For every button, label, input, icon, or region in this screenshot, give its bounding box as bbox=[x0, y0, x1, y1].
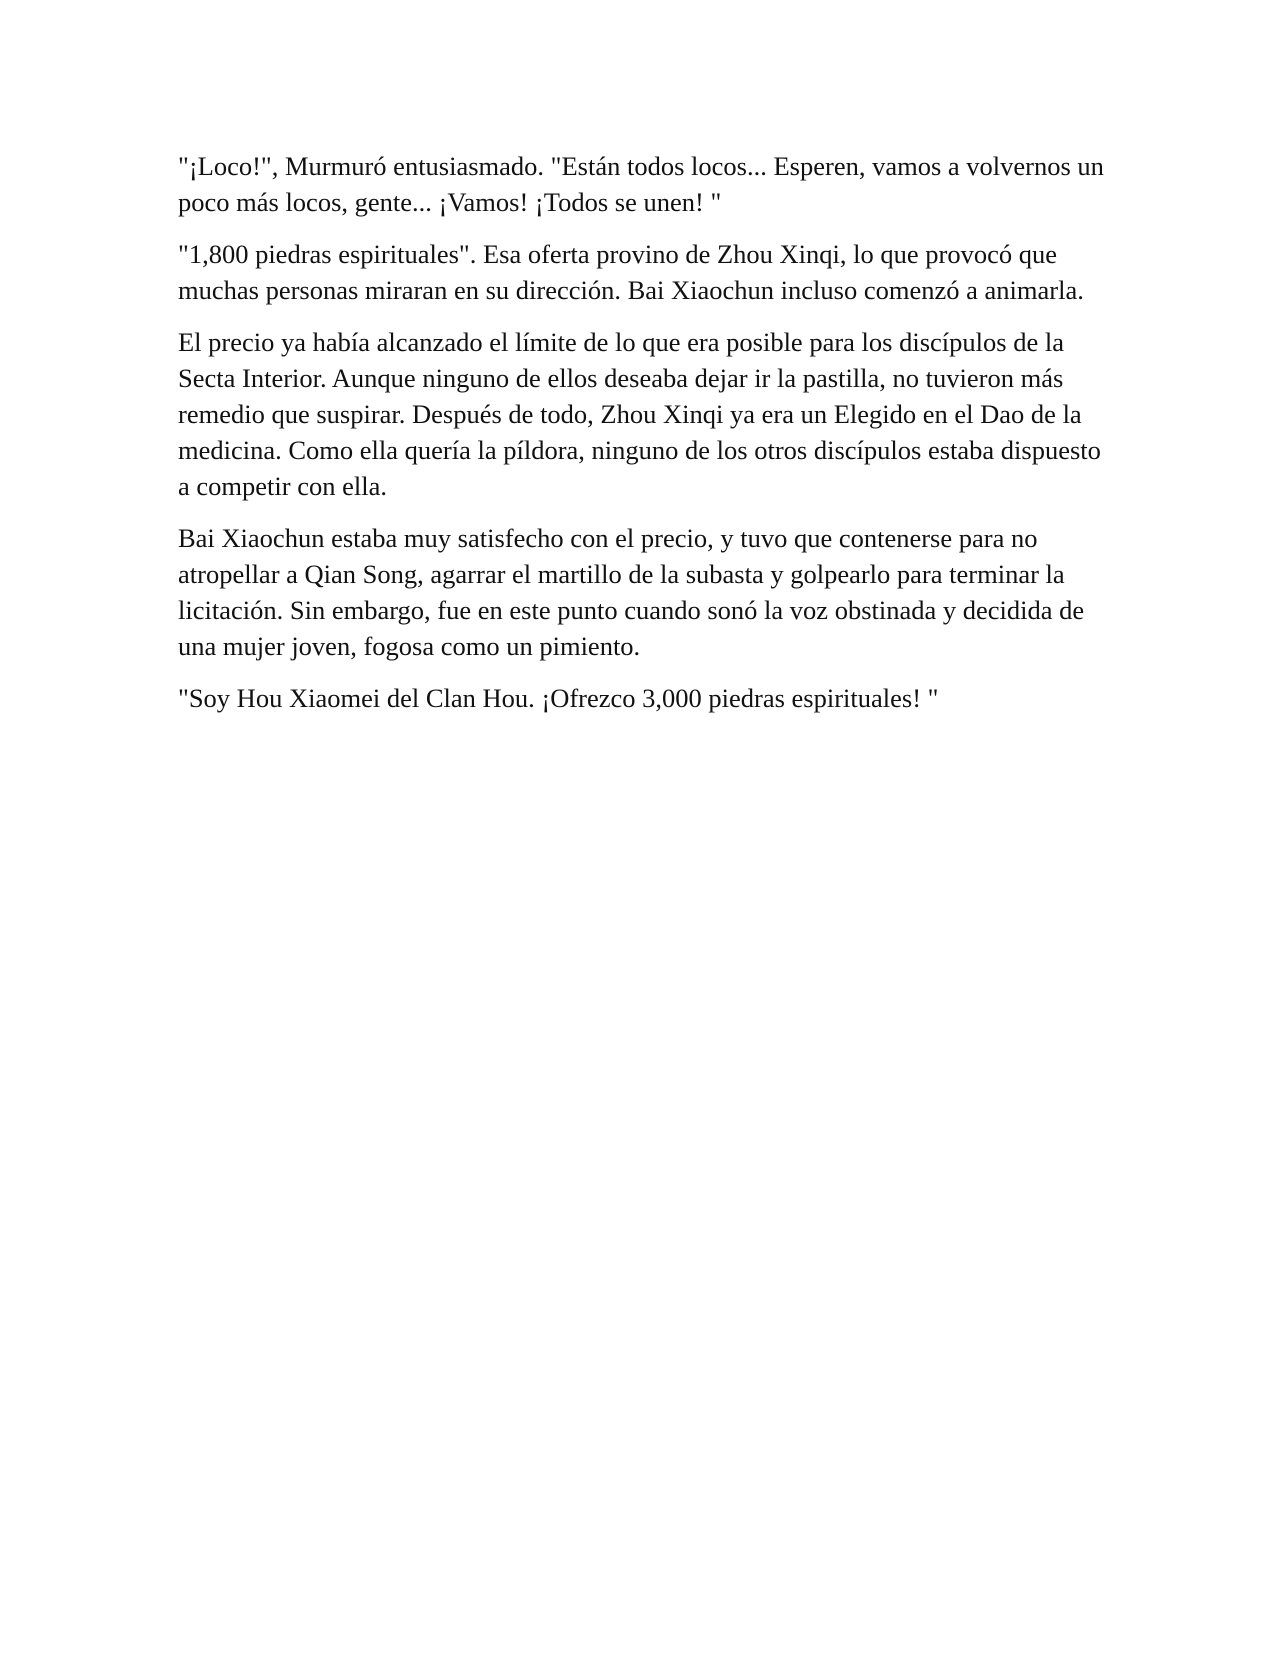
paragraph: "¡Loco!", Murmuró entusiasmado. "Están todos locos... Esperen, vamos a volvernos un poco más locos, gente... ¡Vamos! ¡Todos se unen! " bbox=[178, 151, 1104, 217]
document-body bbox=[178, 148, 1108, 732]
paragraph: El precio ya había alcanzado el límite de lo que era posible para los discípulos de la Secta Interior. Aunque ninguno de ellos deseaba dejar ir la pastilla, no tuvieron más remedio que suspirar. Después de todo, Zhou Xinqi ya era un Elegido en el Dao de la medicina. Como ella quería la píldora, ninguno de los otros discípulos estaba dispuesto a competir con ella. bbox=[178, 327, 1101, 501]
paragraph: Bai Xiaochun estaba muy satisfecho con el precio, y tuvo que contenerse para no atropellar a Qian Song, agarrar el martillo de la subasta y golpearlo para terminar la licitación. Sin embargo, fue en este punto cuando sonó la voz obstinada y decidida de una mujer joven, fogosa como un pimiento. bbox=[178, 523, 1085, 661]
paragraph: "1,800 piedras espirituales". Esa oferta provino de Zhou Xinqi, lo que provocó que muchas personas miraran en su dirección. Bai Xiaochun incluso comenzó a animarla. bbox=[178, 239, 1084, 305]
paragraph: "Soy Hou Xiaomei del Clan Hou. ¡Ofrezco 3,000 piedras espirituales! " bbox=[178, 683, 939, 713]
